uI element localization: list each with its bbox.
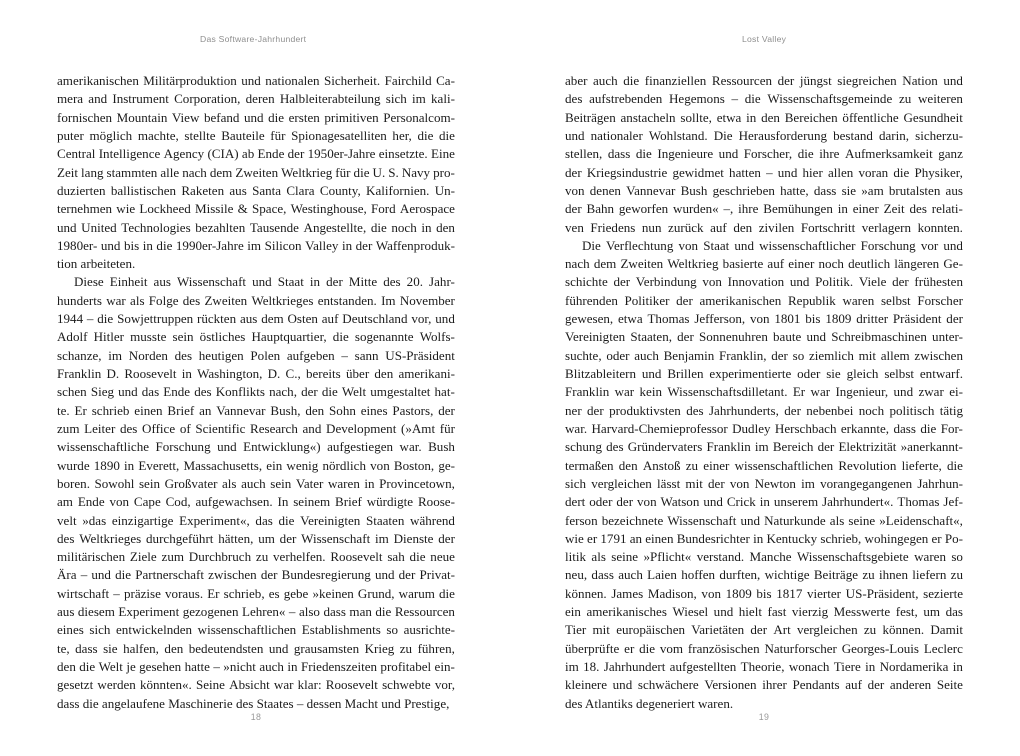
text-line: aus diesem Experiment gezogenen Lehren« – also dass man die Ressourcen [57, 604, 455, 620]
text-line: te, dass sie halfen, den bedeutendsten und grausamsten Krieg zu führen, [57, 640, 455, 656]
text-line: dert oder der von Watson und Crick in unserem Jahrhundert«. Thomas Jef- [565, 494, 963, 510]
text-line: Tier mit europäischen Varietäten der Art vergleichen zu können. Damit [565, 622, 963, 638]
text-line: ven Friedens nun zurück auf den zivilen Fortschritt verlagern konnten. [565, 219, 963, 235]
text-line: schen Sieg und das Ende des Konflikts nach, der die Welt umgestaltet hat- [57, 384, 455, 400]
text-line: schichte der Verbindung von Innovation und Politik. Viele der frühesten [565, 274, 963, 290]
text-line: Adolf Hitler musste sein östliches Hauptquartier, die sogenannte Wolfs- [57, 329, 455, 345]
text-line: schanze, im Norden des heutigen Polen aufgeben – sann US-Präsident [57, 347, 455, 363]
text-line: ternehmen wie Lockheed Missile & Space, Westinghouse, Ford Aerospace [57, 201, 455, 217]
text-line: ferson bezeichnete Wissenschaft und Naturkunde als seine »Leidenschaft«, [565, 512, 963, 528]
text-line: gewesen, etwa Thomas Jefferson, von 1801 bis 1809 dritter Präsident der [565, 311, 963, 327]
text-line: des Atlantiks degeneriert waren. [565, 695, 734, 711]
text-line: Zeit lang stammten alle nach dem Zweiten Weltkrieg für die U. S. Navy pro- [57, 164, 455, 180]
page-recto [565, 72, 963, 713]
text-line: puter möglich machte, stellte Bauteile für Spionagesatelliten her, die die [57, 127, 455, 143]
text-line: stellen, dass die Ingenieure und Forscher, die ihre Aufmerksamkeit ganz [565, 146, 963, 162]
text-line: zum Leiter des Office of Scientific Research and Development (»Amt für [57, 420, 455, 436]
text-line: Die Verflechtung von Staat und wissenschaftlicher Forschung vor und [582, 237, 963, 253]
text-line: war. Harvard-Chemieprofessor Dudley Herschbach erkannte, dass die For- [565, 420, 963, 436]
body-text-verso [57, 72, 455, 713]
text-line: te. Er schrieb einen Brief an Vannevar Bush, den Sohn eines Pastors, der [57, 402, 455, 418]
folio-recto: 19 [758, 712, 770, 722]
text-line: am Ende von Cape Cod, aufgewachsen. In seinem Brief würdigte Roose- [57, 494, 455, 510]
page-verso [57, 72, 455, 713]
text-line: hunderts war als Folge des Zweiten Weltkrieges entstanden. Im November [57, 292, 455, 308]
text-line: und nationaler Wohlstand. Die Herausforderung bestand darin, sicherzu- [565, 127, 963, 143]
text-line: ein amerikanisches Wiesel und hielt fast vierzig Messwerte fest, um das [565, 604, 963, 620]
text-line: wie er 1791 an einen Bundesrichter in Kentucky schrieb, wohingegen er Po- [565, 530, 963, 546]
text-line: führenden Politiker der amerikanischen Republik waren selbst Forscher [565, 292, 963, 308]
text-line: militärischen Ziele zum Durchbruch zu verhelfen. Roosevelt sah die neue [57, 549, 455, 565]
text-line: Vereinigten Staaten, der Sonnenuhren baute und Schreibmaschinen unter- [565, 329, 963, 345]
text-line: tion arbeiteten. [57, 256, 136, 272]
text-line: ner der produktivsten des Jahrhunderts, der nebenbei noch politisch tätig [565, 402, 963, 418]
text-line: fornischen Mountain View befand und die ersten primitiven Personalcom- [57, 109, 455, 125]
text-line: überprüfte er die vom französischen Naturforscher Georges-Louis Leclerc [565, 640, 963, 656]
text-line: 1944 – die Sowjettruppen rückten aus dem Osten auf Deutschland vor, und [57, 311, 455, 327]
text-line: des Weltkrieges durchgeführt hätten, um der Wissenschaft im Dienste der [57, 530, 455, 546]
text-line: 1980er- und bis in die 1990er-Jahre im Silicon Valley in der Waffenproduk- [57, 237, 455, 253]
text-line: amerikanischen Militärproduktion und nationalen Sicherheit. Fairchild Ca- [57, 73, 455, 88]
text-line: eines sich entwickelnden wissenschaftlichen Establishments so ausrichte- [57, 622, 455, 638]
text-line: den die Welt je gesehen hatte – »nicht auch in Friedenszeiten profitabel ein- [57, 659, 455, 674]
text-line: können. James Madison, von 1809 bis 1817 vierter US-Präsident, sezierte [565, 585, 963, 601]
text-line: der Kriegsindustrie gewidmet hatten – und hier allen voran die Physiker, [565, 164, 963, 180]
text-line: der Bahn geworfen wurden« –, ihre Bemühungen in einer Zeit des relati- [565, 201, 963, 217]
text-line: wissenschaftliche Forschung und Entwicklung«) aufgestiegen war. Bush [57, 439, 455, 455]
text-line: boren. Sowohl sein Großvater als auch sein Vater waren in Provincetown, [57, 475, 455, 491]
text-line: Franklin D. Roosevelt in Washington, D. C., bereits über den amerikani- [57, 366, 455, 381]
text-line: nach dem Zweiten Weltkrieg basierte auf einer noch deutlich längeren Ge- [565, 256, 963, 272]
text-line: Central Intelligence Agency (CIA) ab Ende der 1950er-Jahre einsetzte. Eine [57, 146, 455, 162]
text-line: litik als seine »Pflicht« verstand. Manche Wissenschaftsgebiete waren so [565, 549, 963, 565]
text-line: und United Technologies bezahlten Tausende Angestellte, die noch in den [57, 219, 455, 235]
text-line: Diese Einheit aus Wissenschaft und Staat in der Mitte des 20. Jahr- [74, 274, 455, 290]
text-line: dass die angelaufene Maschinerie des Staates – dessen Macht und Prestige, [57, 695, 450, 711]
text-line: Blitzableitern und Brillen experimentierte oder sie gleich selbst entwarf. [565, 366, 963, 381]
text-line: duzierten ballistischen Raketen aus Santa Clara County, Kalifornien. Un- [57, 182, 455, 198]
text-line: Beiträgen anstacheln sollte, etwa in den Bereichen öffentliche Gesundheit [565, 109, 963, 125]
text-line: sich vergleichen lässt mit der von Newton im vorangegangenen Jahrhun- [565, 475, 963, 491]
text-line: des aufstrebenden Hegemons – die Wissenschaftsgemeinde zu weiteren [565, 91, 963, 107]
text-line: im 18. Jahrhundert aufgestellten Theorie, wonach Tiere in Nordamerika in [565, 659, 963, 674]
text-line: aber auch die finanziellen Ressourcen der jüngst siegreichen Nation und [565, 73, 963, 88]
text-line: wirtschaft – präzise voraus. Er schrieb, es gebe »keinen Grund, warum die [57, 585, 455, 601]
running-head-verso: Das Software-Jahrhundert [200, 34, 307, 44]
body-text-recto [565, 72, 963, 713]
text-line: suchte, oder auch Benjamin Franklin, der so ziemlich mit allem zwischen [565, 347, 963, 363]
text-line: schung des Gründervaters Franklin im Bereich der Elektrizität »anerkannt- [565, 439, 963, 455]
text-line: kleinere und schwächere Versionen ihrer Pendants auf der anderen Seite [565, 677, 963, 693]
text-line: wurde 1890 in Everett, Massachusetts, ein wenig nördlich von Boston, ge- [57, 457, 455, 473]
text-line: termaßen den Anstoß zu einer wissenschaftlichen Revolution lieferte, die [565, 457, 963, 473]
text-line: von denen Vannevar Bush geschrieben hatte, dass sie »am brutalsten aus [565, 182, 963, 198]
text-line: mera and Instrument Corporation, deren Halbleiterabteilung sich im kali- [57, 91, 455, 107]
text-line: velt »das einzigartige Experiment«, das die Vereinigten Staaten während [57, 512, 455, 528]
text-line: gesetzt werden könnten«. Seine Absicht war klar: Roosevelt schwebte vor, [57, 677, 455, 693]
running-head-recto: Lost Valley [742, 34, 787, 44]
text-line: Franklin war kein Wissenschaftsdilletant. Er war Ingenieur, und zwar ei- [565, 384, 963, 400]
text-line: Ära – und die Partnerschaft zwischen der Bundesregierung und der Privat- [57, 567, 455, 583]
text-line: neu, dass auch Laien hoffen durften, wichtige Beiträge zu ihnen liefern zu [565, 567, 963, 583]
folio-verso: 18 [250, 712, 262, 722]
